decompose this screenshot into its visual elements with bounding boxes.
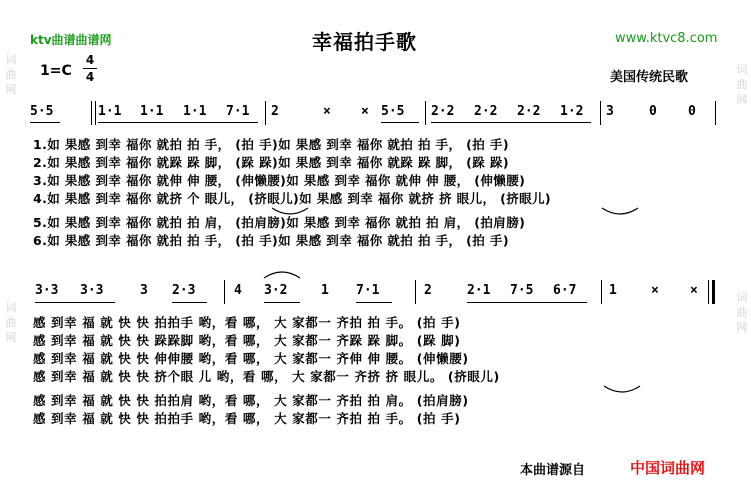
lyric-line: 感 到幸 福 就 快 快 拍拍手 哟，看 哪， 大 家都一 齐拍 拍 手。 (拍 手) <box>33 411 461 426</box>
time-signature-top: 4 <box>85 53 95 67</box>
lyric-line: 2.如 果感 到幸 福你 就跺 跺 脚， (跺 跺)如 果感 到幸 福你 就跺 跺 脚， (跺 跺) <box>33 155 509 170</box>
lyric-line: 感 到幸 福 就 快 快 挤个眼 儿 哟，看 哪， 大 家都一 齐挤 挤 眼儿。 (挤眼儿) <box>33 369 500 384</box>
lyric-line: 1.如 果感 到幸 福你 就拍 拍 手， (拍 手)如 果感 到幸 福你 就拍 拍 手， (拍 手) <box>33 137 509 152</box>
jianpu-note: 2·2 <box>431 104 455 119</box>
lyric-line: 感 到幸 福 就 快 快 拍拍肩 哟，看 哪， 大 家都一 齐拍 拍 肩。 (拍肩膀) <box>33 393 469 408</box>
song-title: 幸福拍手歌 <box>312 30 417 54</box>
jianpu-note: 5·5 <box>381 104 405 119</box>
jianpu-note: 2 <box>271 104 279 119</box>
lyric-line: 感 到幸 福 就 快 快 伸伸腰 哟，看 哪， 大 家都一 齐伸 伸 腰。 (伸懒腰) <box>33 351 469 366</box>
jianpu-note: 4 <box>234 283 242 298</box>
slur <box>262 268 302 280</box>
jianpu-note: 1·1 <box>140 104 164 119</box>
lyric-line: 5.如 果感 到幸 福你 就拍 拍 肩， (拍肩膀)如 果感 到幸 福你 就拍 拍 肩， (拍肩膀) <box>33 215 526 230</box>
beam <box>35 302 115 303</box>
jianpu-note: 0 <box>688 104 696 119</box>
jianpu-note: 2 <box>424 283 432 298</box>
jianpu-note: 3·2 <box>264 283 288 298</box>
watermark-text: 词曲网 <box>5 53 17 96</box>
beam <box>264 302 300 303</box>
watermark-text: 词曲网 <box>736 291 748 334</box>
lyric-line: 感 到幸 福 就 快 快 跺跺脚 哟，看 哪， 大 家都一 齐跺 跺 脚。 (跺 脚) <box>33 333 461 348</box>
jianpu-note: 7·1 <box>356 283 380 298</box>
lyric-line: 4.如 果感 到幸 福你 就挤 个 眼儿， (挤眼儿)如 果感 到幸 福你 就挤 挤 眼儿， (挤眼儿) <box>33 191 552 206</box>
bar-line <box>415 280 416 304</box>
beam <box>172 302 207 303</box>
lyric-line: 感 到幸 福 就 快 快 拍拍手 哟，看 哪， 大 家都一 齐拍 拍 手。 (拍 手) <box>33 315 461 330</box>
jianpu-note: 3 <box>140 283 148 298</box>
jianpu-note: × <box>323 104 331 119</box>
source-site-link[interactable]: 中国词曲网 <box>630 459 706 477</box>
bar-line <box>224 280 225 304</box>
source-label: 本曲谱源自 <box>520 463 586 478</box>
jianpu-note: 1·1 <box>98 104 122 119</box>
watermark-text: 词曲网 <box>5 301 17 344</box>
jianpu-note: 7·5 <box>510 283 534 298</box>
beam <box>356 302 392 303</box>
final-bar-line <box>712 280 715 304</box>
jianpu-note: × <box>651 283 659 298</box>
bar-line <box>708 280 709 304</box>
jianpu-note: 3·3 <box>80 283 104 298</box>
jianpu-note: × <box>690 283 698 298</box>
jianpu-note: 0 <box>649 104 657 119</box>
jianpu-note: 2·2 <box>517 104 541 119</box>
watermark-text: 词曲网 <box>736 63 748 106</box>
song-origin: 美国传统民歌 <box>610 70 689 85</box>
jianpu-note: × <box>361 104 369 119</box>
site-url-right: www.ktvc8.com <box>615 31 718 46</box>
lyric-line: 6.如 果感 到幸 福你 就拍 拍 手， (拍 手)如 果感 到幸 福你 就拍 拍 手， (拍 手) <box>33 233 509 248</box>
bar-line <box>601 280 602 304</box>
time-signature-bottom: 4 <box>85 70 95 84</box>
jianpu-note: 1·1 <box>183 104 207 119</box>
jianpu-note: 5·5 <box>30 104 54 119</box>
beam <box>467 302 587 303</box>
key-signature: 1=C <box>40 63 72 79</box>
jianpu-note: 1 <box>609 283 617 298</box>
slur <box>602 384 642 396</box>
jianpu-note: 3·3 <box>35 283 59 298</box>
jianpu-note: 2·1 <box>467 283 491 298</box>
jianpu-note: 2·2 <box>474 104 498 119</box>
jianpu-note: 2·3 <box>172 283 196 298</box>
jianpu-note: 3 <box>606 104 614 119</box>
site-name-left: ktv曲谱曲谱网 <box>30 33 112 47</box>
jianpu-note: 7·1 <box>226 104 250 119</box>
lyric-line: 3.如 果感 到幸 福你 就伸 伸 腰， (伸懒腰)如 果感 到幸 福你 就伸 伸 腰， (伸懒腰) <box>33 173 526 188</box>
jianpu-note: 1 <box>321 283 329 298</box>
jianpu-note: 6·7 <box>553 283 577 298</box>
jianpu-note: 1·2 <box>560 104 584 119</box>
